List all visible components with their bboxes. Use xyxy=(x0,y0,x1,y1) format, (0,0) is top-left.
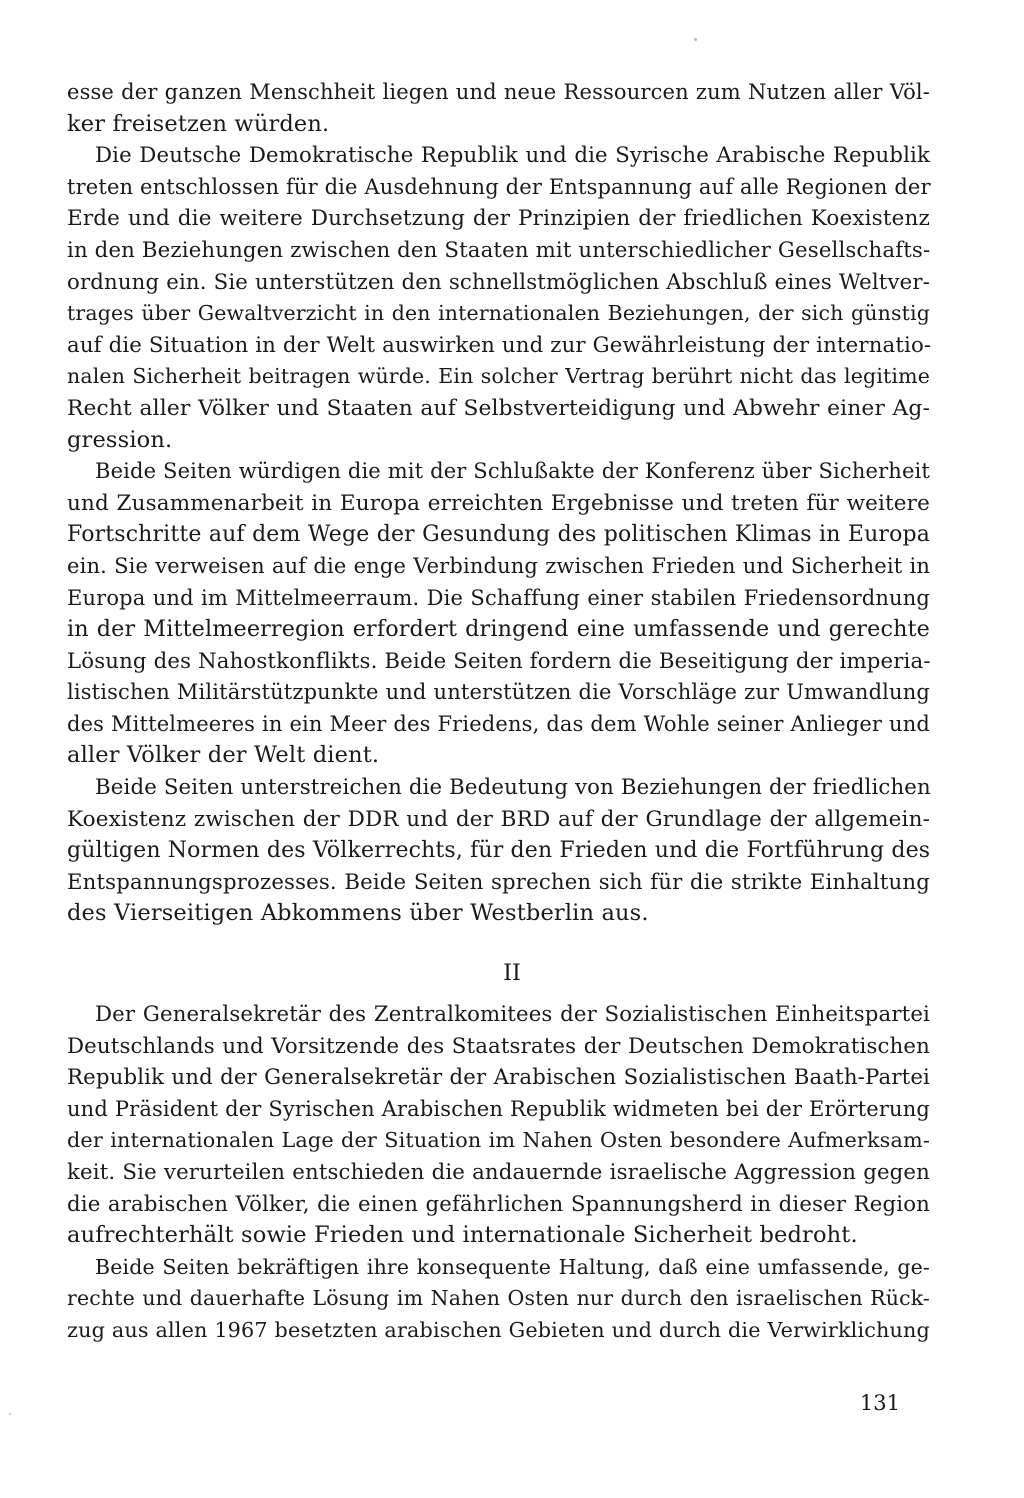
text-line: aufrechterhält sowie Frieden und internationale Sicherheit bedroht. xyxy=(67,1222,858,1249)
text-line: des Vierseitigen Abkommens über Westberlin aus. xyxy=(67,900,649,927)
text-line: Recht aller Völker und Staaten auf Selbstverteidigung und Abwehr einer Ag- xyxy=(67,395,930,421)
text-line: der internationalen Lage der Situation im Nahen Osten besondere Aufmerksam- xyxy=(67,1128,930,1153)
text-line: Beide Seiten unterstreichen die Bedeutung von Beziehungen der friedlichen xyxy=(95,775,931,801)
text-line: listischen Militärstützpunkte und unterstützen die Vorschläge zur Umwandlung xyxy=(67,680,930,705)
text-line: Lösung des Nahostkonflikts. Beide Seiten fordern die Beseitigung der imperia- xyxy=(67,648,931,674)
text-line: rechte und dauerhafte Lösung im Nahen Osten nur durch den israelischen Rück- xyxy=(67,1286,930,1311)
text-line: Republik und der Generalsekretär der Arabischen Sozialistischen Baath-Partei xyxy=(67,1065,930,1091)
text-line: Koexistenz zwischen der DDR und der BRD auf der Grundlage der allgemein- xyxy=(67,806,930,832)
paragraph-2 xyxy=(67,140,930,456)
text-line: ein. Sie verweisen auf die enge Verbindung zwischen Frieden und Sicherheit in xyxy=(67,553,930,578)
text-line: Deutschlands und Vorsitzende des Staatsrates der Deutschen Demokratischen xyxy=(67,1033,930,1059)
text-line: Entspannungsprozesses. Beide Seiten sprechen sich für die strikte Einhaltung xyxy=(67,869,930,895)
text-column-bottom xyxy=(67,999,930,1347)
section-heading: II xyxy=(503,960,521,986)
paragraph-6 xyxy=(67,1252,930,1347)
text-line: Erde und die weitere Durchsetzung der Prinzipien der friedlichen Koexistenz xyxy=(67,206,930,232)
paragraph-4 xyxy=(67,772,930,930)
text-column-top xyxy=(67,77,930,930)
text-line: aller Völker der Welt dient. xyxy=(67,742,380,769)
text-line: Die Deutsche Demokratische Republik und die Syrische Arabische Republik xyxy=(95,143,930,169)
text-line: die arabischen Völker, die einen gefährlichen Spannungsherd in dieser Region xyxy=(67,1191,930,1217)
paragraph-3 xyxy=(67,456,930,772)
text-line: Beide Seiten würdigen die mit der Schlußakte der Konferenz über Sicherheit xyxy=(95,459,930,484)
scan-speck xyxy=(9,1413,11,1415)
text-line: esse der ganzen Menschheit liegen und neue Ressourcen zum Nutzen aller Völ- xyxy=(67,80,930,104)
text-line: des Mittelmeeres in ein Meer des Friedens, das dem Wohle seiner Anlieger und xyxy=(67,711,930,736)
text-line: keit. Sie verurteilen entschieden die andauernde israelische Aggression gegen xyxy=(67,1159,930,1185)
paragraph-5 xyxy=(67,999,930,1252)
text-line: zug aus allen 1967 besetzten arabischen Gebieten und durch die Verwirklichung xyxy=(67,1317,930,1342)
text-line: Der Generalsekretär des Zentralkomitees der Sozialistischen Einheitspartei xyxy=(95,1002,930,1027)
text-line: treten entschlossen für die Ausdehnung der Entspannung auf alle Regionen der xyxy=(67,174,931,199)
text-line: gültigen Normen des Völkerrechts, für den Frieden und die Fortführung des xyxy=(67,838,931,864)
text-line: und Zusammenarbeit in Europa erreichten Ergebnisse und treten für weitere xyxy=(67,490,930,516)
text-line: Fortschritte auf dem Wege der Gesundung des politischen Klimas in Europa xyxy=(67,522,930,548)
text-line: Europa und im Mittelmeerraum. Die Schaffung einer stabilen Friedensordnung xyxy=(67,585,930,610)
text-line: und Präsident der Syrischen Arabischen Republik widmeten bei der Erörterung xyxy=(67,1096,930,1121)
text-line: trages über Gewaltverzicht in den internationalen Beziehungen, der sich günstig xyxy=(67,301,930,326)
paragraph-1 xyxy=(67,77,930,140)
text-line: in den Beziehungen zwischen den Staaten mit unterschiedlicher Gesellschafts- xyxy=(67,237,931,263)
page-number: 131 xyxy=(859,1391,900,1415)
scan-speck xyxy=(694,38,697,41)
text-line: ordnung ein. Sie unterstützen den schnellstmöglichen Abschluß eines Weltver- xyxy=(67,269,930,295)
text-line: nalen Sicherheit beitragen würde. Ein solcher Vertrag berührt nicht das legitime xyxy=(67,364,930,389)
text-line: in der Mittelmeerregion erfordert dringend eine umfassende und gerechte xyxy=(67,616,930,643)
text-line: gression. xyxy=(67,426,173,453)
text-line: ker freisetzen würden. xyxy=(67,110,330,137)
text-line: auf die Situation in der Welt auswirken und zur Gewährleistung der internatio- xyxy=(67,332,932,358)
text-line: Beide Seiten bekräftigen ihre konsequente Haltung, daß eine umfassende, ge- xyxy=(95,1254,930,1279)
